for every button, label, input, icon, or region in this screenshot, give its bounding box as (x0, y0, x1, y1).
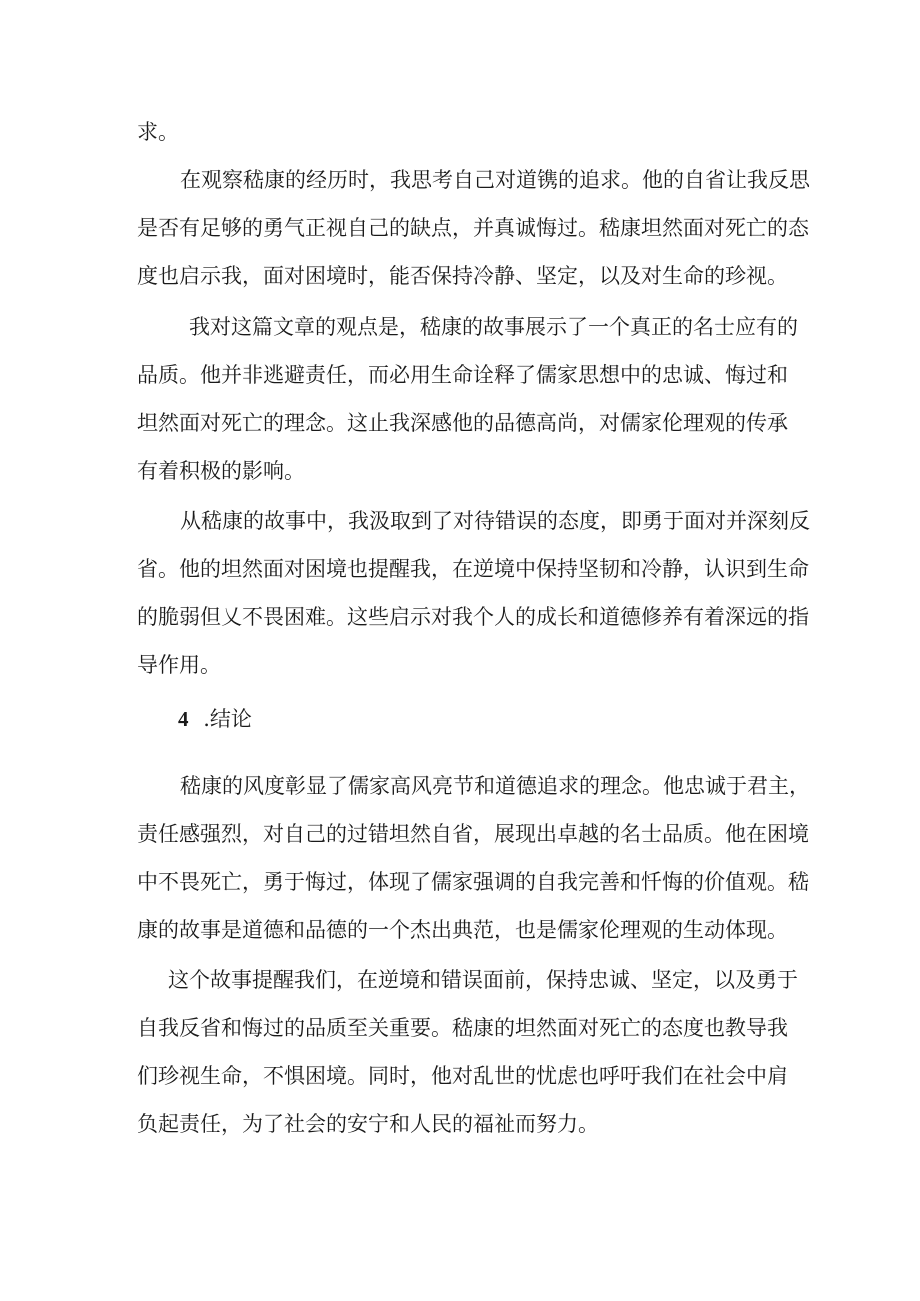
text-line: 坦然面对死亡的理念。这止我深感他的品德高尚，对儒家伦理观的传承 (137, 411, 788, 435)
text-line: 求。 (137, 120, 179, 144)
text-line: 自我反省和悔过的品质至关重要。嵇康的坦然面对死亡的态度也教导我 (137, 1016, 788, 1040)
text-line: 负起责任，为了社会的安宁和人民的福祉而努力。 (137, 1112, 599, 1136)
text-line: 是否有足够的勇气正视自己的缺点，并真诚悔过。嵇康坦然面对死亡的态 (137, 216, 809, 240)
text-line: 康的故事是道德和品德的一个杰出典范，也是儒家伦理观的生动体现。 (137, 918, 788, 942)
text-line: 品质。他并非逃避责任，而必用生命诠释了儒家思想中的忠诚、悔过和 (137, 363, 788, 387)
text-line: 嵇康的风度彰显了儒家高风亮节和道德追求的理念。他忠诚于君主， (180, 774, 810, 798)
text-line: 责任感强烈，对自己的过错坦然自省，展现出卓越的名士品质。他在困境 (137, 822, 809, 846)
text-line: 中不畏死亡，勇于悔过，体现了儒家强调的自我完善和忏悔的价值观。嵇 (137, 870, 809, 894)
text-line: 从嵇康的故事中，我汲取到了对待错误的态度，即勇于面对并深刻反 (180, 509, 810, 533)
text-line: 度也启示我，面对困境时，能否保持冷静、坚定，以及对生命的珍视。 (137, 264, 788, 288)
text-line: 在观察嵇康的经历时，我思考自己对道镌的追求。他的自省让我反思 (180, 168, 810, 192)
section-title: .结论 (203, 707, 252, 731)
text-line: 有着积极的影响。 (137, 459, 305, 483)
text-line: 导作用。 (137, 653, 221, 677)
text-line: 们珍视生命，不惧困境。同时，他对乱世的忧虑也呼吁我们在社会中肩 (137, 1064, 788, 1088)
section-number: 4 (178, 707, 189, 731)
section-heading (178, 705, 252, 733)
text-line: 省。他的坦然面对困境也提醒我，在逆境中保持坚韧和冷静，认识到生命 (137, 557, 809, 581)
text-line: 的脆弱但乂不畏困难。这些启示对我个人的成长和道德修养有着深远的指 (137, 605, 809, 629)
text-line: 这个故事提醒我们，在逆境和错误面前，保持忠诚、坚定，以及勇于 (168, 968, 798, 992)
text-line: 我对这篇文章的观点是，嵇康的故事展示了一个真正的名士应有的 (189, 315, 798, 339)
